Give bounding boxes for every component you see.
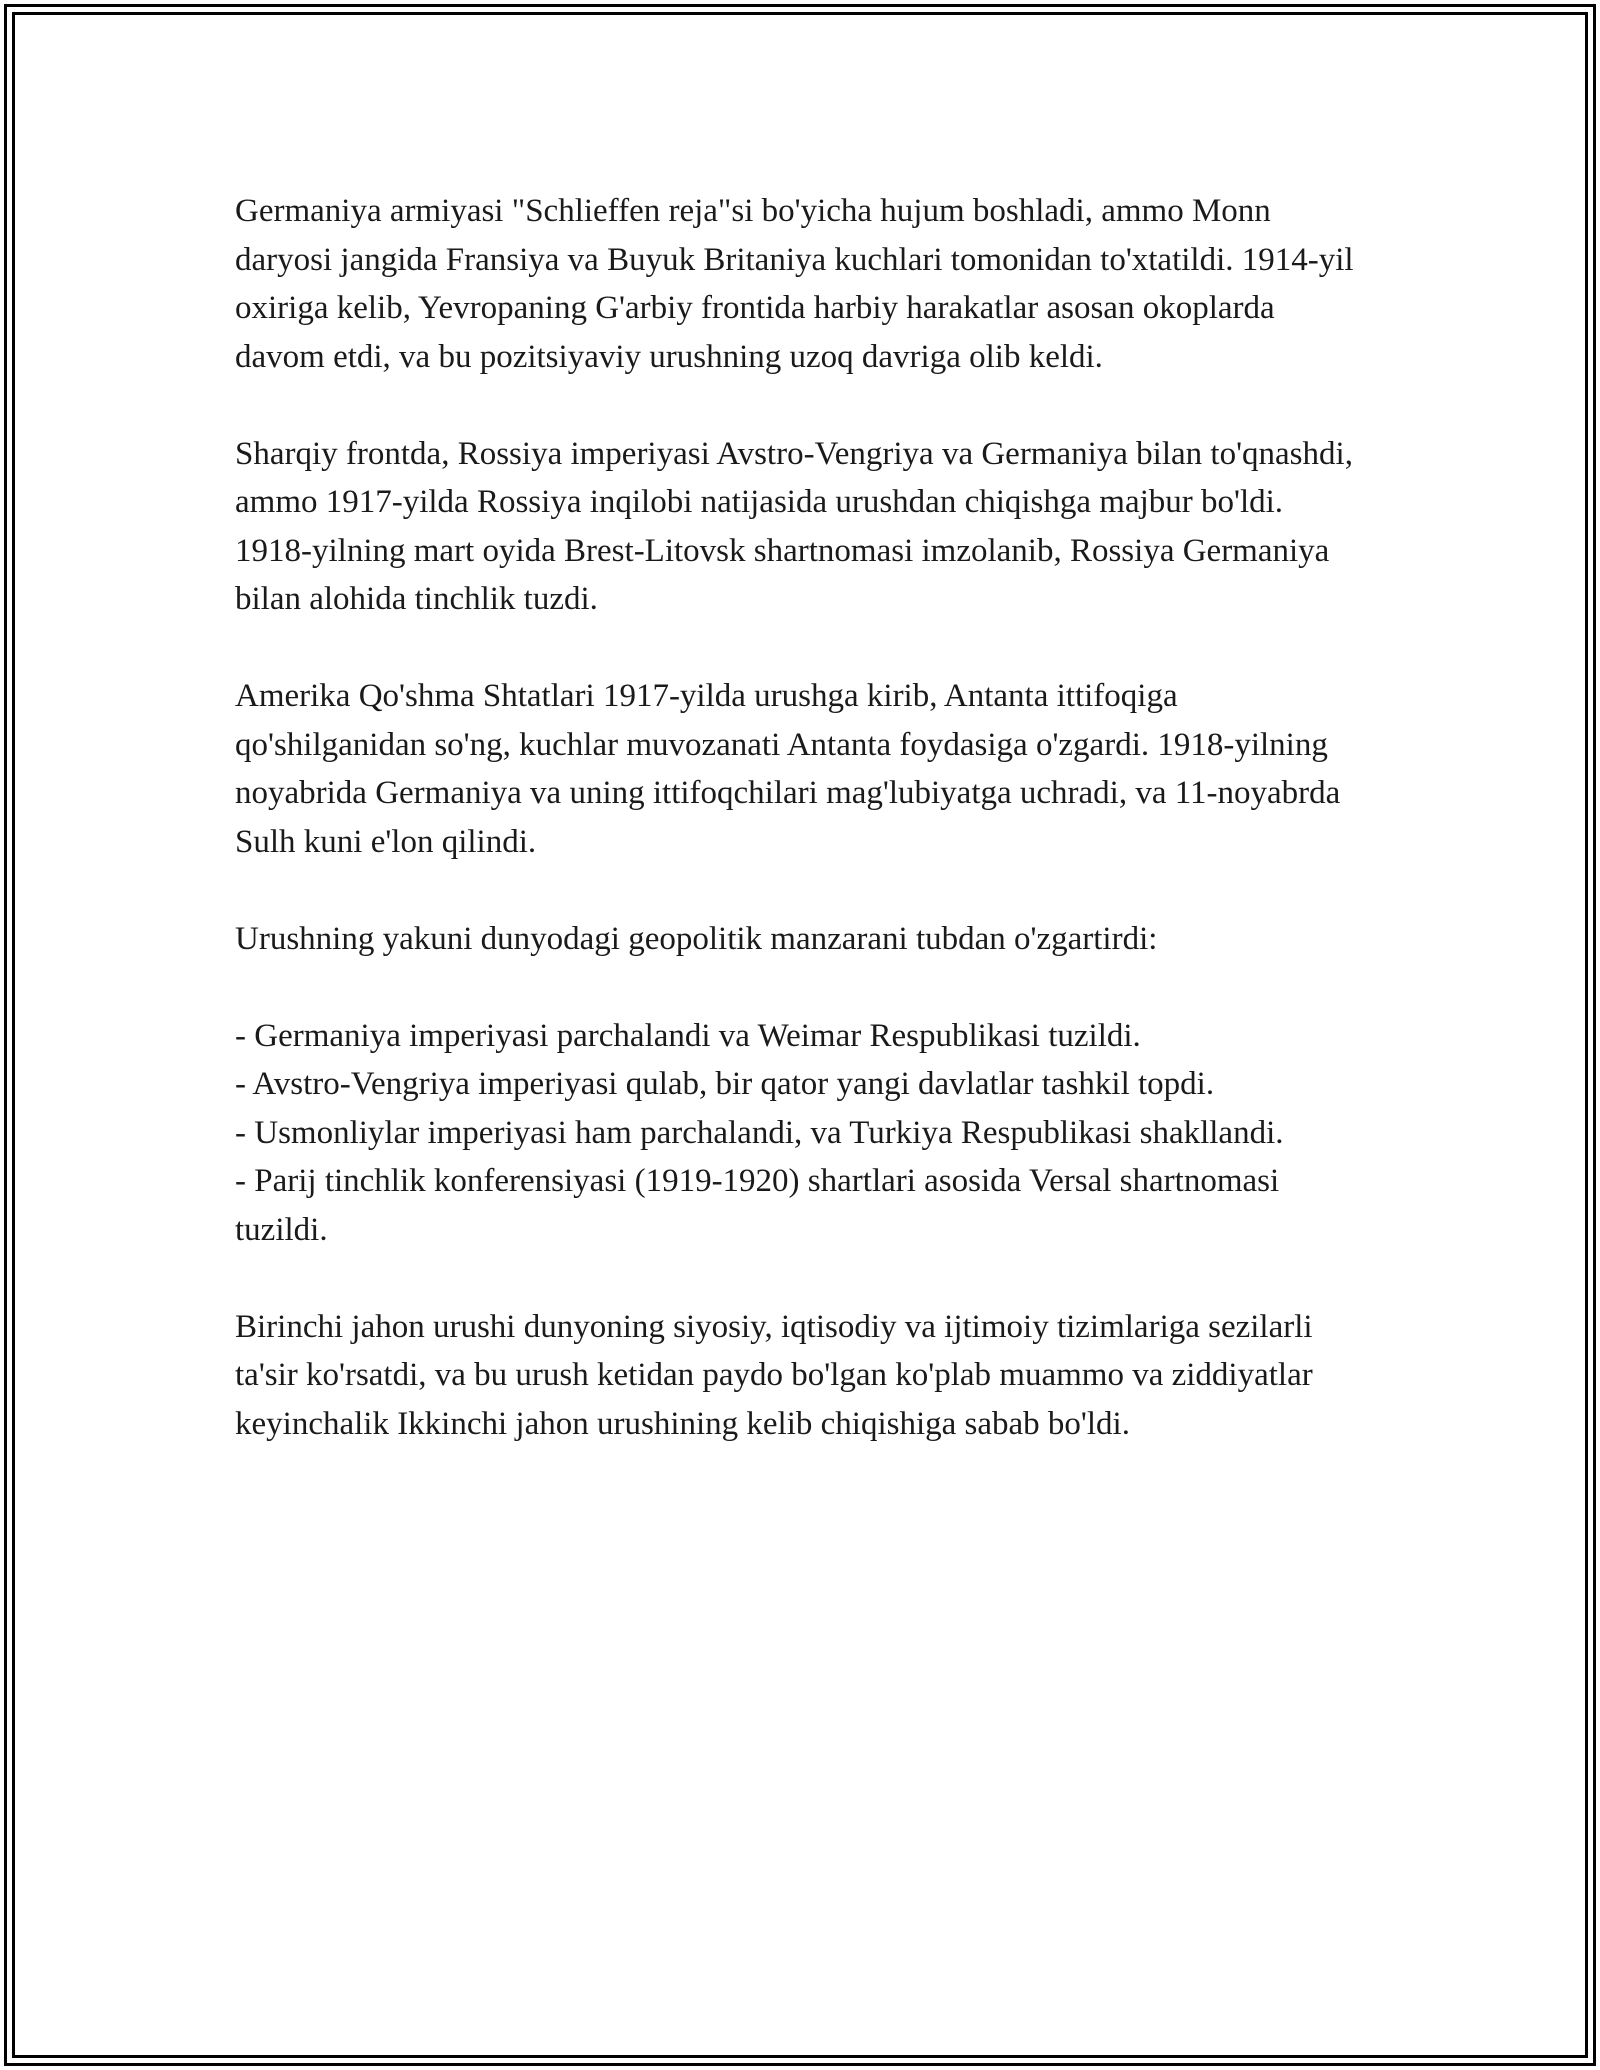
paragraph-eastern-front: Sharqiy frontda, Rossiya imperiyasi Avstro-Vengriya va Germaniya bilan to'qnashdi, ammo 1917-yilda Rossiya inqilobi natijasida urushdan chiqishga majbur bo'ldi. 1918-yilning mart oyida Brest-Litovsk shartnomasi imzolanib, Rossiya Germaniya bilan alohida tinchlik tuzdi. bbox=[235, 435, 1353, 617]
list-item: - Usmonliylar imperiyasi ham parchalandi, va Turkiya Respublikasi shakllandi. bbox=[235, 1114, 1284, 1151]
paragraph-western-front: Germaniya armiyasi "Schlieffen reja"si bo'yicha hujum boshladi, ammo Monn daryosi jangida Fransiya va Buyuk Britaniya kuchlari tomonidan to'xtatildi. 1914-yil oxiriga kelib, Yevropaning G'arbiy frontida harbiy harakatlar asosan okoplarda davom etdi, va bu pozitsiyaviy urushning uzoq davriga olib keldi. bbox=[235, 193, 1354, 375]
list-item: - Germaniya imperiyasi parchalandi va Weimar Respublikasi tuzildi. bbox=[235, 1017, 1141, 1054]
paragraph-us-entry: Amerika Qo'shma Shtatlari 1917-yilda urushga kirib, Antanta ittifoqiga qo'shilganidan so'ng, kuchlar muvozanati Antanta foydasiga o'zgardi. 1918-yilning noyabrida Germaniya va uning ittifoqchilari mag'lubiyatga uchradi, va 11-noyabrda Sulh kuni e'lon qilindi. bbox=[235, 678, 1341, 860]
list-item: - Avstro-Vengriya imperiyasi qulab, bir qator yangi davlatlar tashkil topdi. bbox=[235, 1066, 1215, 1102]
outcome-list bbox=[235, 1012, 1365, 1255]
paragraph-war-outcome-intro: Urushning yakuni dunyodagi geopolitik manzarani tubdan o'zgartirdi: bbox=[235, 920, 1158, 957]
paragraph-conclusion: Birinchi jahon urushi dunyoning siyosiy, iqtisodiy va ijtimoiy tizimlariga sezilarli ta'sir ko'rsatdi, va bu urush ketidan paydo bo'lgan ko'plab muammo va ziddiyatlar keyinchalik Ikkinchi jahon urushining kelib chiqishiga sabab bo'ldi. bbox=[235, 1308, 1313, 1442]
list-item: - Parij tinchlik konferensiyasi (1919-1920) shartlari asosida Versal shartnomasi tuzildi. bbox=[235, 1163, 1280, 1248]
document-body bbox=[235, 187, 1365, 1497]
